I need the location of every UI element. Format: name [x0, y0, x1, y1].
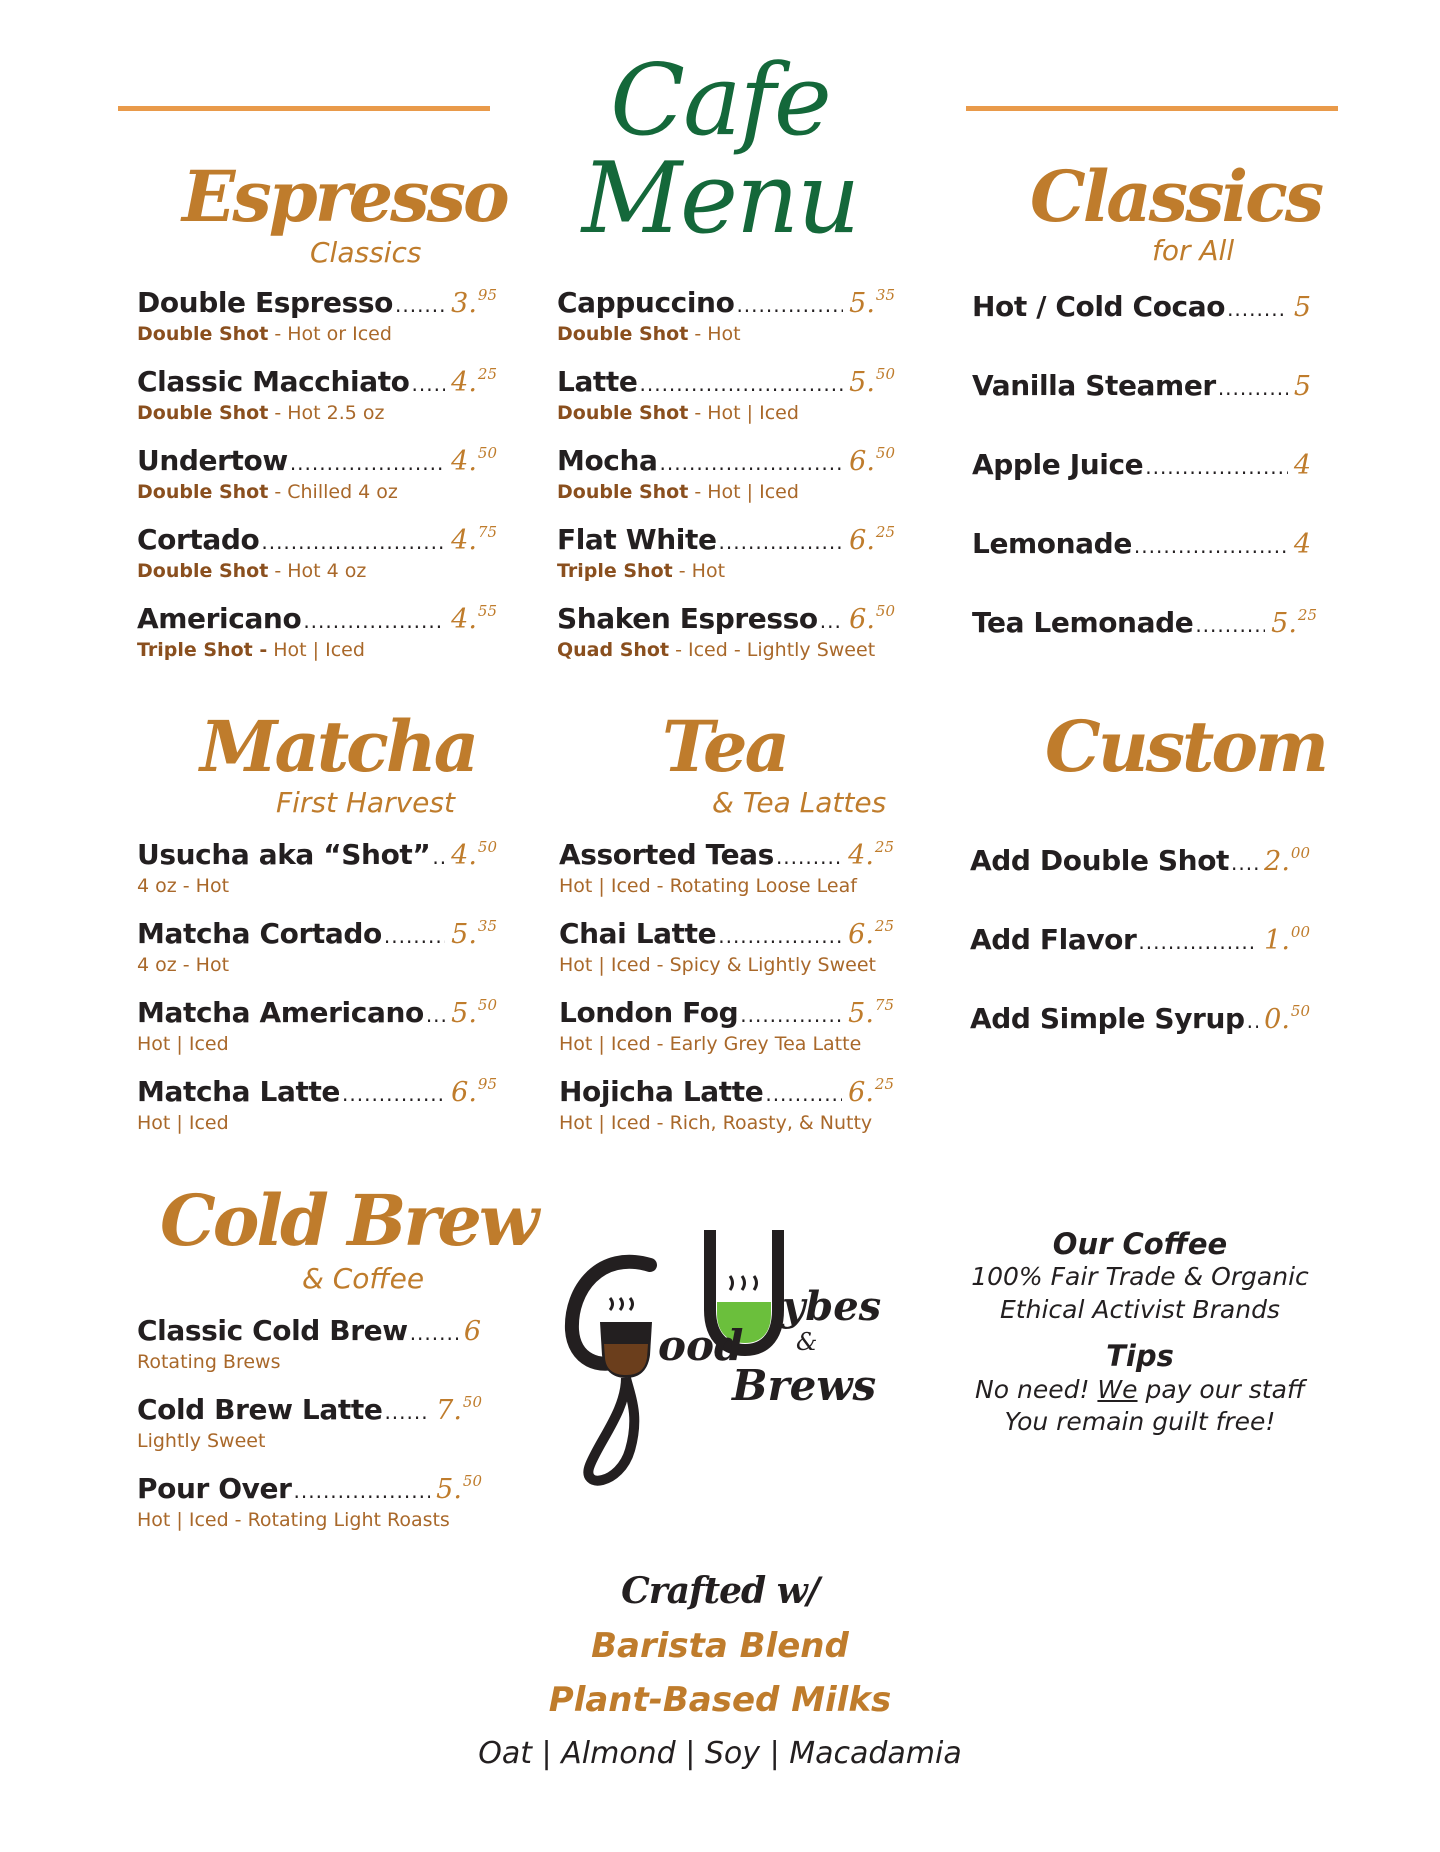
- item-price: 6.25: [849, 523, 895, 556]
- menu-item: [137, 286, 497, 345]
- item-price: 5.75: [848, 996, 894, 1029]
- menu-item: [137, 1472, 482, 1531]
- menu-item: [557, 523, 895, 582]
- item-name: Assorted Teas: [559, 838, 774, 871]
- item-description: Quad Shot - Iced - Lightly Sweet: [557, 639, 876, 661]
- menu-item: [137, 838, 497, 897]
- item-price: 6.25: [848, 917, 894, 950]
- espresso-title: Espresso: [182, 155, 507, 238]
- item-price: 1.00: [1264, 923, 1310, 956]
- dot-leader: [718, 924, 842, 948]
- dot-leader: [1138, 930, 1258, 954]
- menu-item: [559, 917, 894, 976]
- dot-leader: [303, 609, 445, 633]
- menu-item: [137, 365, 497, 424]
- item-name: Double Espresso: [137, 286, 393, 319]
- item-name: Usucha aka “Shot”: [137, 838, 431, 871]
- custom-heading: [1045, 705, 1327, 788]
- menu-item: [137, 996, 497, 1055]
- custom-title: Custom: [1045, 705, 1327, 788]
- item-description: Double Shot - Hot 2.5 oz: [137, 402, 385, 424]
- item-name: Pour Over: [137, 1472, 292, 1505]
- item-price: 5: [1293, 371, 1311, 402]
- menu-item: [972, 369, 1312, 402]
- item-description: Double Shot - Hot 4 oz: [137, 560, 367, 582]
- cold-brew-heading: [160, 1179, 537, 1262]
- crafted-title: Crafted w/: [621, 1570, 819, 1612]
- dot-leader: [1195, 613, 1265, 637]
- menu-item: [559, 838, 894, 897]
- item-name: Undertow: [137, 444, 288, 477]
- tips-heading: Tips: [1106, 1339, 1174, 1374]
- menu-item: [972, 448, 1312, 481]
- item-price: 5.25: [1271, 606, 1317, 639]
- item-description: Hot | Iced - Rotating Loose Leaf: [559, 875, 857, 897]
- menu-item: [557, 444, 895, 503]
- menu-item: [559, 1075, 894, 1134]
- tips-line-1: No need! We pay our staff: [975, 1374, 1305, 1404]
- classics-subtitle: for All: [1152, 234, 1235, 267]
- tea-heading: [662, 705, 787, 788]
- menu-item: [137, 602, 497, 661]
- item-description: Double Shot - Hot | Iced: [557, 402, 799, 424]
- item-description: 4 oz - Hot: [137, 954, 230, 976]
- dot-leader: [294, 1479, 431, 1503]
- item-price: 5.50: [451, 996, 497, 1029]
- dot-leader: [1145, 455, 1288, 479]
- item-price: 6.50: [849, 602, 895, 635]
- menu-item: [972, 606, 1317, 639]
- menu-item: [557, 602, 895, 661]
- logo-word-good: ood: [658, 1321, 744, 1370]
- item-price: 6.95: [451, 1075, 497, 1108]
- dot-leader: [342, 1082, 445, 1106]
- crafted-line-1: Barista Blend: [591, 1626, 849, 1666]
- item-description: 4 oz - Hot: [137, 875, 230, 897]
- logo-word-vybes: ybes: [782, 1283, 882, 1330]
- dot-leader: [1227, 297, 1288, 321]
- item-name: Hot / Cold Cocao: [972, 290, 1226, 323]
- item-description: Hot | Iced: [137, 1033, 229, 1055]
- item-price: 4.50: [451, 444, 497, 477]
- dot-leader: [660, 451, 844, 475]
- dot-leader: [432, 845, 445, 869]
- item-name: Add Flavor: [970, 923, 1137, 956]
- header-rule-right: [966, 106, 1338, 111]
- dot-leader: [776, 845, 842, 869]
- logo-word-brews: Brews: [732, 1361, 877, 1410]
- matcha-title: Matcha: [200, 705, 477, 788]
- cold-brew-title: Cold Brew: [160, 1179, 537, 1262]
- menu-item: [972, 527, 1312, 560]
- menu-item: [137, 1075, 497, 1134]
- item-price: 0.50: [1264, 1002, 1310, 1035]
- menu-item: [137, 917, 497, 976]
- menu-item: [970, 1002, 1310, 1035]
- menu-item: [972, 290, 1312, 323]
- dot-leader: [384, 1400, 430, 1424]
- item-description: Rotating Brews: [137, 1351, 281, 1373]
- dot-leader: [410, 1321, 458, 1345]
- dot-leader: [412, 372, 446, 396]
- item-price: 4.75: [451, 523, 497, 556]
- dot-leader: [640, 372, 844, 396]
- dot-leader: [765, 1082, 842, 1106]
- item-description: Double Shot - Hot or Iced: [137, 323, 392, 345]
- item-price: 5.35: [849, 286, 895, 319]
- tips-line-2: You remain guilt free!: [1004, 1407, 1276, 1437]
- page-title: Cafe Menu: [581, 44, 859, 256]
- item-description: Double Shot - Hot: [557, 323, 741, 345]
- dot-leader: [1231, 851, 1258, 875]
- item-name: Matcha Americano: [137, 996, 424, 1029]
- menu-item: [557, 286, 895, 345]
- item-price: 4.25: [848, 838, 894, 871]
- item-name: Vanilla Steamer: [972, 369, 1216, 402]
- dot-leader: [290, 451, 445, 475]
- item-name: Americano: [137, 602, 302, 635]
- menu-item: [559, 996, 894, 1055]
- item-name: Shaken Espresso: [557, 602, 818, 635]
- item-price: 5.50: [436, 1472, 482, 1505]
- item-name: Latte: [557, 365, 638, 398]
- menu-item: [137, 1393, 482, 1452]
- cold-brew-subtitle: & Coffee: [302, 1262, 425, 1295]
- item-name: Flat White: [557, 523, 717, 556]
- dot-leader: [736, 293, 843, 317]
- item-name: Tea Lemonade: [972, 606, 1194, 639]
- good-vybes-brews-logo: [560, 1210, 890, 1490]
- item-name: Cold Brew Latte: [137, 1393, 383, 1426]
- crafted-block: [420, 1570, 1020, 1771]
- item-name: London Fog: [559, 996, 739, 1029]
- menu-item: [970, 844, 1310, 877]
- tea-title: Tea: [662, 705, 787, 788]
- item-price: 5.35: [451, 917, 497, 950]
- menu-item: [137, 523, 497, 582]
- menu-item: [970, 923, 1310, 956]
- item-name: Add Double Shot: [970, 844, 1230, 877]
- item-price: 6.50: [849, 444, 895, 477]
- item-price: 6: [463, 1316, 481, 1347]
- item-description: Triple Shot - Hot | Iced: [137, 639, 365, 661]
- item-description: Triple Shot - Hot: [557, 560, 726, 582]
- item-name: Cortado: [137, 523, 260, 556]
- item-description: Hot | Iced - Early Grey Tea Latte: [559, 1033, 862, 1055]
- item-name: Apple Juice: [972, 448, 1144, 481]
- item-description: Hot | Iced: [137, 1112, 229, 1134]
- item-name: Mocha: [557, 444, 658, 477]
- dot-leader: [261, 530, 445, 554]
- crafted-line-2: Plant-Based Milks: [548, 1680, 892, 1720]
- dot-leader: [395, 293, 445, 317]
- item-description: Hot | Iced - Rich, Roasty, & Nutty: [559, 1112, 873, 1134]
- dot-leader: [820, 609, 843, 633]
- item-description: Double Shot - Hot | Iced: [557, 481, 799, 503]
- logo-ampersand: &: [796, 1328, 818, 1356]
- item-description: Lightly Sweet: [137, 1430, 266, 1452]
- item-price: 2.00: [1264, 844, 1310, 877]
- menu-item: [137, 1314, 482, 1373]
- menu-item: [557, 365, 895, 424]
- item-price: 3.95: [451, 286, 497, 319]
- info-block: [960, 1228, 1320, 1439]
- our-coffee-heading: Our Coffee: [1052, 1227, 1228, 1261]
- item-description: Hot | Iced - Rotating Light Roasts: [137, 1509, 450, 1531]
- item-price: 4.25: [451, 365, 497, 398]
- item-price: 7.50: [436, 1393, 482, 1426]
- dot-leader: [1218, 376, 1288, 400]
- dot-leader: [426, 1003, 445, 1027]
- tea-subtitle: & Tea Lattes: [712, 786, 887, 819]
- espresso-heading: [182, 155, 507, 238]
- item-name: Add Simple Syrup: [970, 1002, 1245, 1035]
- item-price: 4.55: [451, 602, 497, 635]
- menu-item: [137, 444, 497, 503]
- item-name: Matcha Latte: [137, 1075, 341, 1108]
- item-name: Cappuccino: [557, 286, 735, 319]
- item-name: Hojicha Latte: [559, 1075, 764, 1108]
- item-price: 4: [1293, 529, 1311, 560]
- item-price: 4: [1293, 450, 1311, 481]
- milk-options: Oat | Almond | Soy | Macadamia: [478, 1736, 962, 1771]
- item-name: Classic Cold Brew: [137, 1314, 408, 1347]
- item-description: Hot | Iced - Spicy & Lightly Sweet: [559, 954, 876, 976]
- dot-leader: [1247, 1009, 1259, 1033]
- our-coffee-line-2: Ethical Activist Brands: [1000, 1294, 1280, 1324]
- our-coffee-line-1: 100% Fair Trade & Organic: [971, 1262, 1309, 1292]
- matcha-heading: [200, 705, 477, 788]
- item-price: 5.50: [849, 365, 895, 398]
- dot-leader: [719, 530, 844, 554]
- espresso-subtitle: Classics: [310, 236, 422, 269]
- dot-leader: [384, 924, 445, 948]
- matcha-subtitle: First Harvest: [276, 786, 455, 819]
- classics-title: Classics: [1030, 155, 1322, 238]
- item-name: Lemonade: [972, 527, 1132, 560]
- dot-leader: [740, 1003, 842, 1027]
- header-rule-left: [118, 106, 490, 111]
- dot-leader: [1134, 534, 1288, 558]
- item-price: 5: [1293, 292, 1311, 323]
- item-name: Matcha Cortado: [137, 917, 382, 950]
- item-name: Classic Macchiato: [137, 365, 410, 398]
- item-description: Double Shot - Chilled 4 oz: [137, 481, 398, 503]
- classics-heading: [1030, 155, 1322, 238]
- item-price: 4.50: [451, 838, 497, 871]
- item-name: Chai Latte: [559, 917, 717, 950]
- item-price: 6.25: [848, 1075, 894, 1108]
